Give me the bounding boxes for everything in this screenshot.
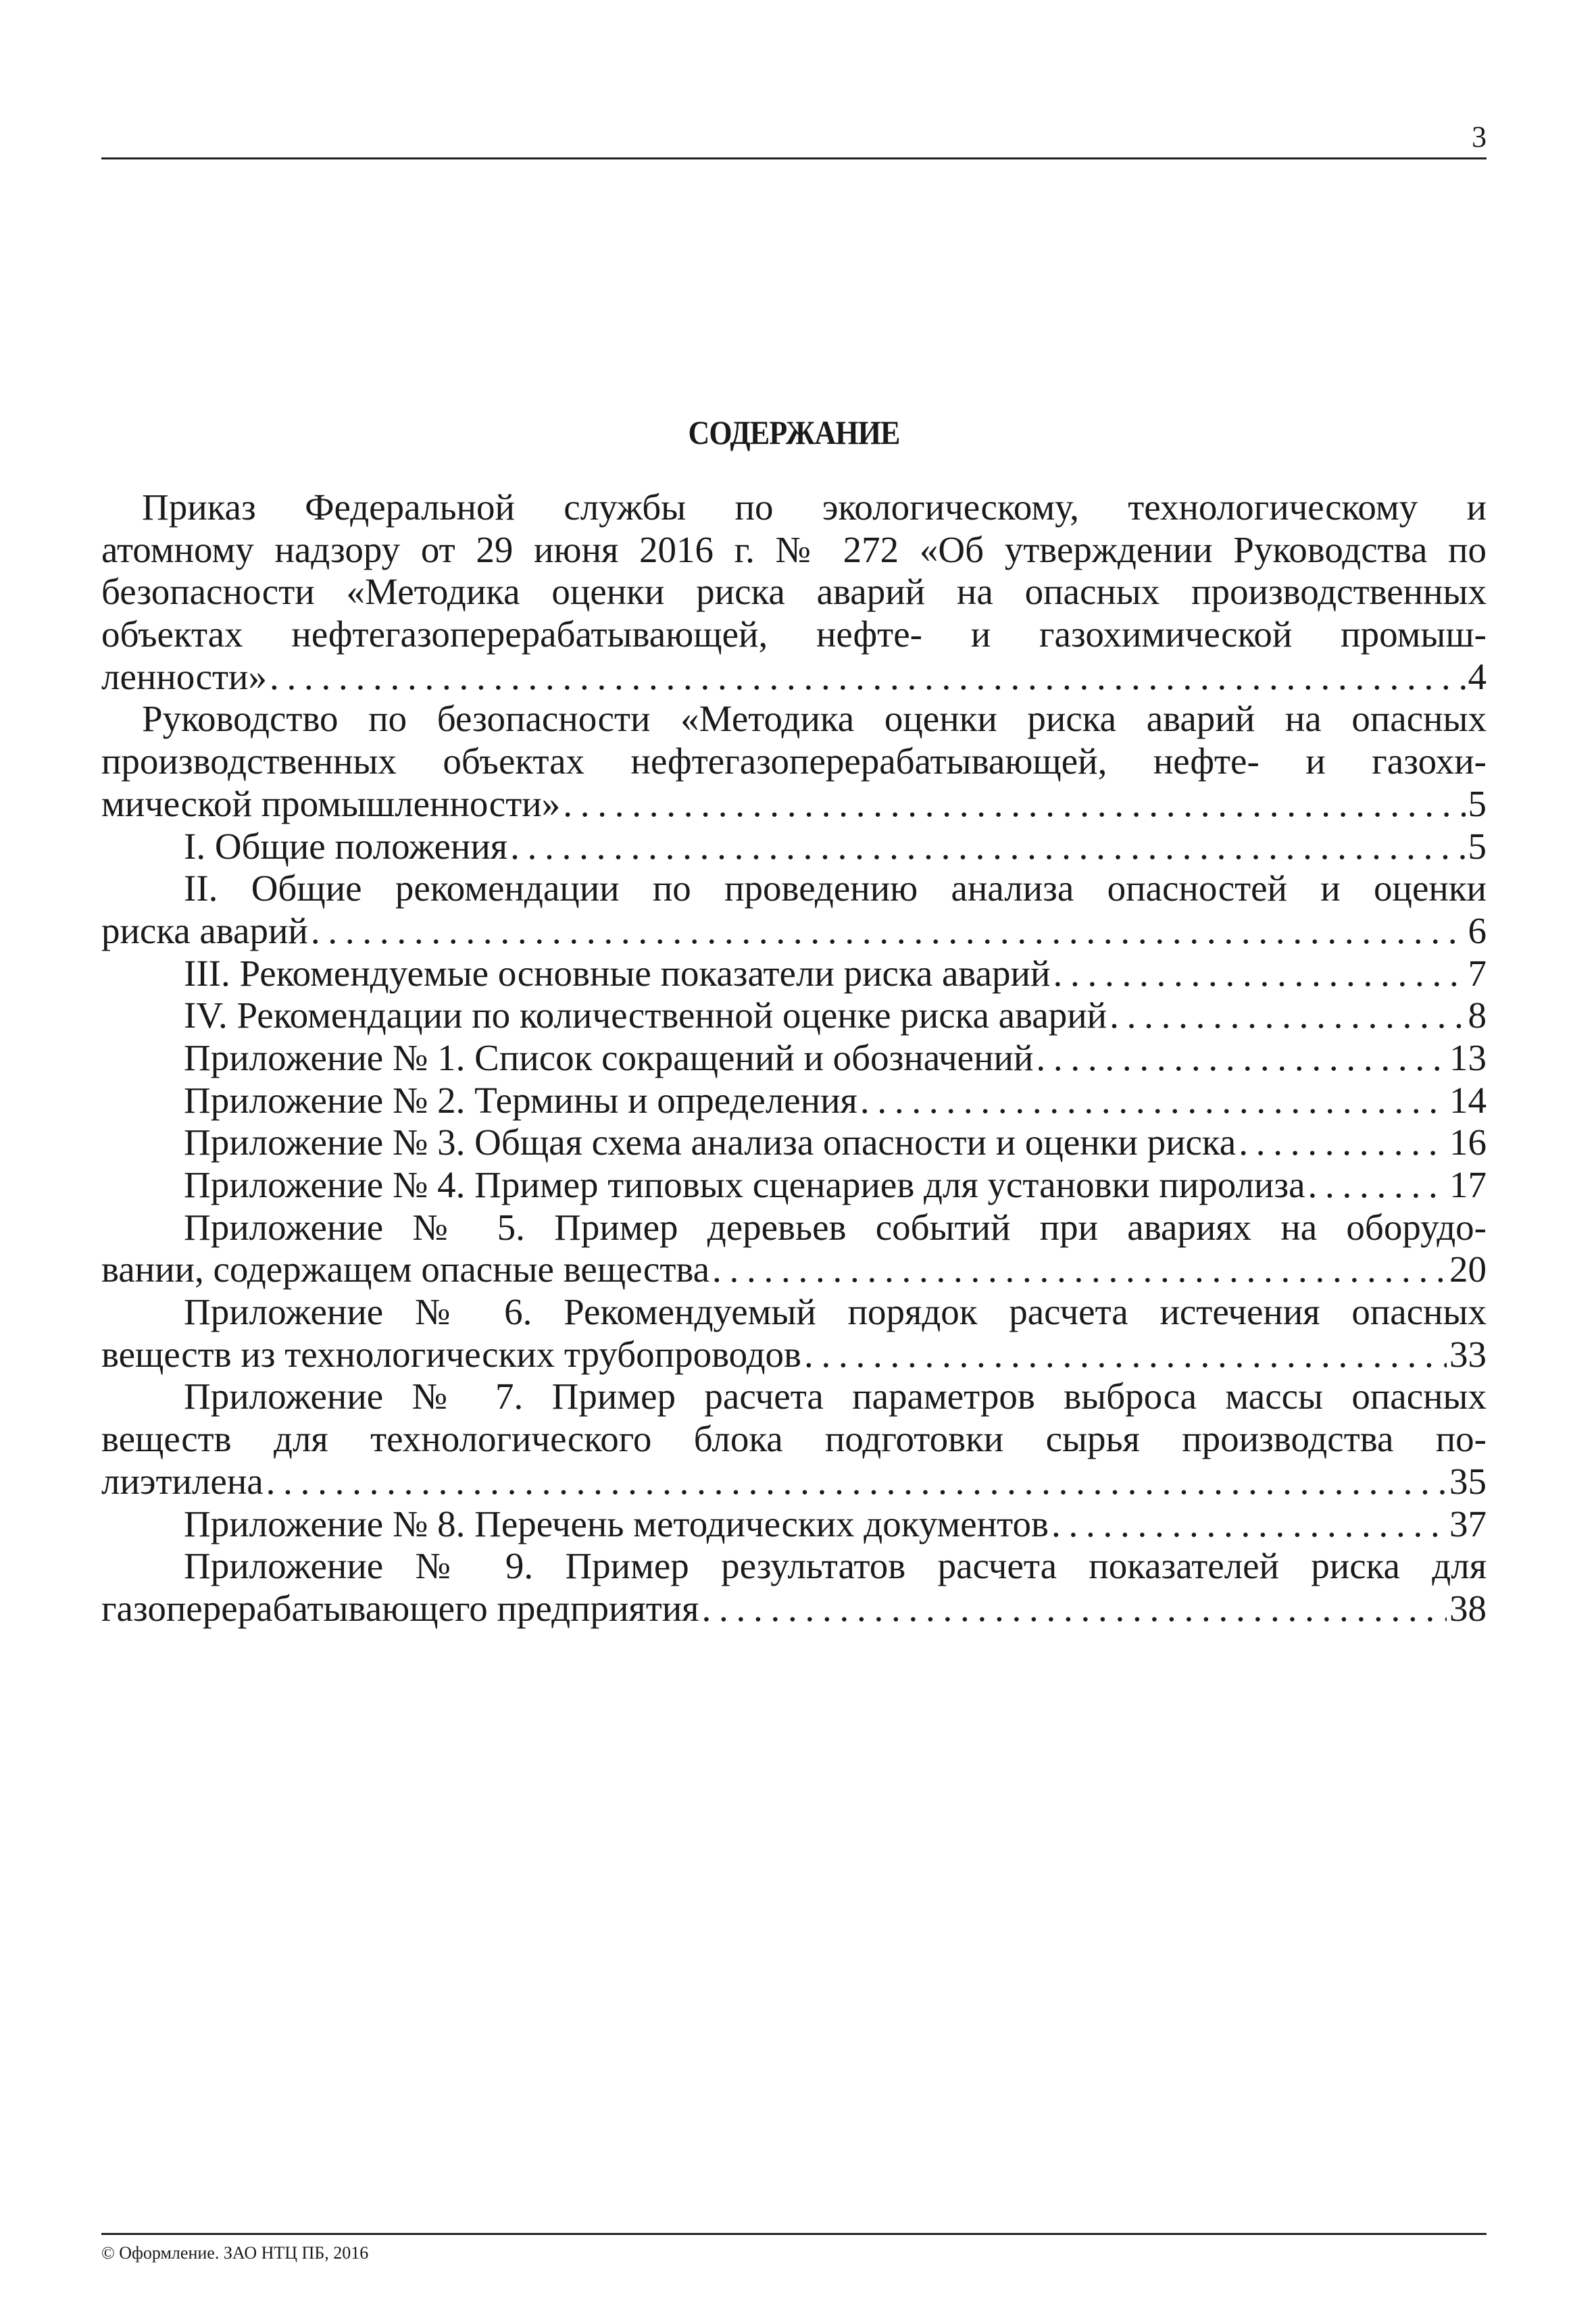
toc-entry-page: 37 <box>1449 1503 1487 1544</box>
toc-entry-page: 38 <box>1449 1587 1487 1629</box>
toc-entry-title: Приложение № 8. Перечень методических документов <box>184 1503 1049 1544</box>
toc-leader-dots <box>1109 995 1465 1037</box>
page-number: 3 <box>1472 120 1487 153</box>
toc-leader-dots <box>712 1249 1447 1291</box>
footer-rule <box>101 2233 1487 2235</box>
toc-heading: СОДЕРЖАНИЕ <box>688 413 900 451</box>
toc-entry[interactable] <box>101 995 1487 1037</box>
toc-entry-title: Приложение № 2. Термины и определения <box>184 1079 857 1121</box>
toc-entry[interactable] <box>101 656 1487 699</box>
toc-entry-line: производственных объектах нефтегазоперерабатывающей, нефте- и газохи- <box>101 740 1487 782</box>
toc-entry-line: Руководство по безопасности «Методика оценки риска аварий на опасных <box>142 698 1487 740</box>
toc-leader-dots <box>311 910 1466 953</box>
toc-entry-page: 6 <box>1468 909 1487 951</box>
toc-entry-page: 35 <box>1449 1460 1487 1502</box>
toc-entry-title: Приложение № 4. Пример типовых сценариев для установки пиролиза <box>184 1164 1305 1205</box>
toc-entry[interactable] <box>101 1122 1487 1164</box>
toc-entry-title: ленности» <box>101 655 267 697</box>
toc-entry-title: риска аварий <box>101 909 308 951</box>
toc-entry-page: 4 <box>1468 655 1487 697</box>
toc-entry[interactable] <box>101 1164 1487 1207</box>
toc-entry-title: III. Рекомендуемые основные показатели риска аварий <box>184 952 1051 994</box>
toc-entry-title: мической промышленности» <box>101 782 561 824</box>
toc-leader-dots <box>270 656 1466 699</box>
toc-entry-title: Приложение № 3. Общая схема анализа опасности и оценки риска <box>184 1122 1237 1163</box>
toc-entry-line: веществ для технологического блока подготовки сырья производства по- <box>101 1418 1487 1460</box>
toc-entry[interactable] <box>101 1080 1487 1122</box>
toc-leader-dots <box>1051 1503 1447 1546</box>
toc-entry-page: 5 <box>1468 825 1487 867</box>
toc-leader-dots <box>702 1588 1447 1630</box>
toc-entry-page: 33 <box>1449 1333 1487 1375</box>
toc-entry-page: 20 <box>1449 1249 1487 1290</box>
toc-entry-line: безопасности «Методика оценки риска аварий на опасных производственных <box>101 571 1487 613</box>
toc-entry-title: I. Общие положения <box>184 825 508 867</box>
toc-entry[interactable] <box>101 953 1487 995</box>
toc-entry-page: 17 <box>1449 1164 1487 1205</box>
toc-leader-dots <box>563 783 1465 826</box>
toc-entry-page: 5 <box>1468 782 1487 824</box>
toc-entry-title: газоперерабатывающего предприятия <box>101 1587 699 1629</box>
toc-entry-title: IV. Рекомендации по количественной оценке риска аварий <box>184 995 1107 1036</box>
toc-entry-line: Приложение № 6. Рекомендуемый порядок расчета истечения опасных <box>184 1291 1487 1333</box>
toc-leader-dots <box>266 1461 1447 1503</box>
toc-entry[interactable] <box>101 1037 1487 1080</box>
toc-entry[interactable] <box>101 1334 1487 1376</box>
toc-entry-line: Приложение № 5. Пример деревьев событий при авариях на оборудо- <box>184 1206 1487 1248</box>
toc-leader-dots <box>1308 1164 1447 1207</box>
toc-entry[interactable] <box>101 910 1487 953</box>
toc-entry-line: Приказ Федеральной службы по экологическому, технологическому и <box>142 486 1487 528</box>
toc-leader-dots <box>860 1080 1447 1122</box>
toc-entry-line: атомному надзору от 29 июня 2016 г. № 272 «Об утверждении Руководства по <box>101 528 1487 570</box>
toc-entry-page: 16 <box>1449 1122 1487 1163</box>
toc-entry[interactable] <box>101 1461 1487 1503</box>
toc-entry[interactable] <box>101 783 1487 826</box>
toc-entry-line: Приложение № 9. Пример результатов расчета показателей риска для <box>184 1545 1487 1587</box>
toc-entry-page: 7 <box>1468 952 1487 994</box>
table-of-contents <box>101 486 1487 1630</box>
toc-entry-line: II. Общие рекомендации по проведению анализа опасностей и оценки <box>184 867 1487 909</box>
toc-entry[interactable] <box>101 1503 1487 1546</box>
toc-leader-dots <box>804 1334 1447 1376</box>
toc-entry[interactable] <box>101 826 1487 868</box>
toc-leader-dots <box>510 826 1465 868</box>
toc-entry[interactable] <box>101 1588 1487 1630</box>
toc-entry[interactable] <box>101 1249 1487 1291</box>
toc-entry-line: объектах нефтегазоперерабатывающей, нефте- и газохимической промыш- <box>101 613 1487 655</box>
toc-entry-title: веществ из технологических трубопроводов <box>101 1333 802 1375</box>
toc-entry-title: вании, содержащем опасные вещества <box>101 1249 710 1290</box>
toc-entry-line: Приложение № 7. Пример расчета параметров выброса массы опасных <box>184 1376 1487 1417</box>
header-rule <box>101 157 1487 159</box>
toc-leader-dots <box>1053 953 1465 995</box>
toc-leader-dots <box>1036 1037 1447 1080</box>
footer-copyright: © Оформление. ЗАО НТЦ ПБ, 2016 <box>101 2243 369 2263</box>
toc-entry-page: 13 <box>1449 1036 1487 1078</box>
toc-entry-page: 14 <box>1449 1079 1487 1121</box>
toc-entry-title: лиэтилена <box>101 1460 264 1502</box>
toc-leader-dots <box>1239 1122 1447 1164</box>
toc-entry-title: Приложение № 1. Список сокращений и обозначений <box>184 1036 1034 1078</box>
toc-entry-page: 8 <box>1468 995 1487 1036</box>
